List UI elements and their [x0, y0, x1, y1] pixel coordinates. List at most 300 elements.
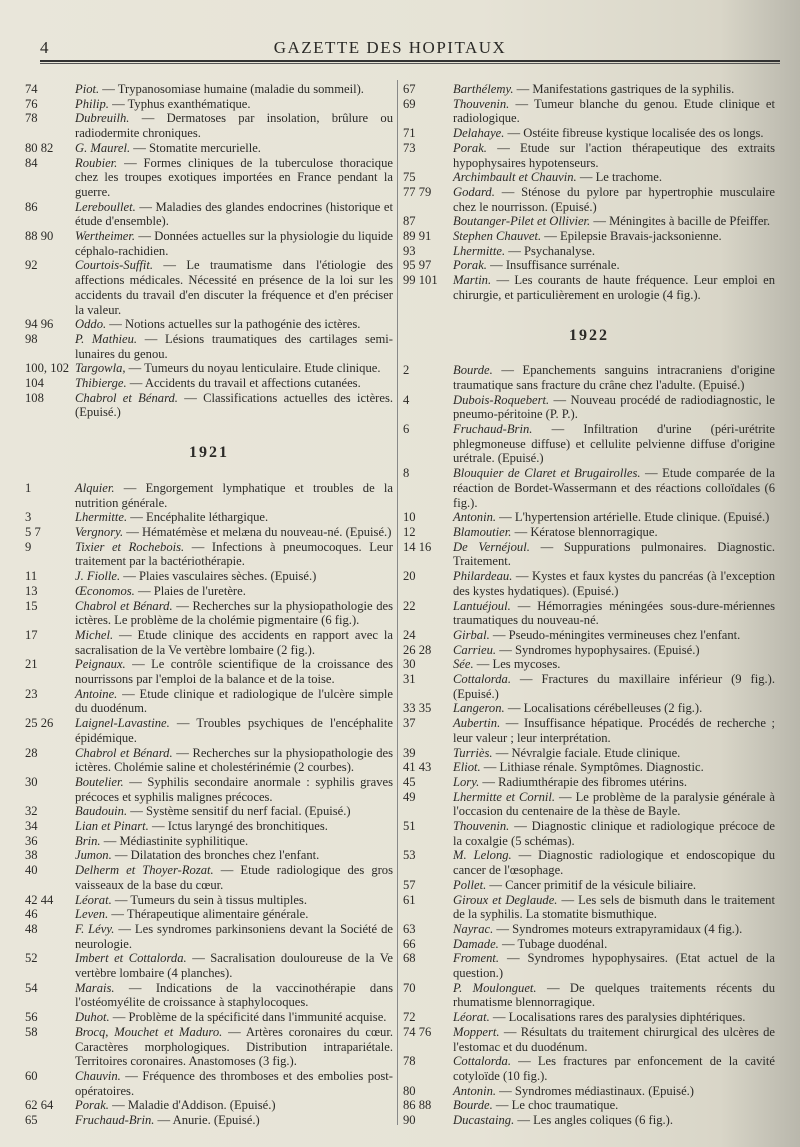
index-entry [403, 848, 775, 877]
index-entry [403, 599, 775, 628]
entry-author: Porak. [453, 258, 487, 273]
entry-title: — Formes cliniques de la tuberculose thoracique chez les troupes exotiques importées en France pendant la guerre. [75, 155, 393, 199]
entry-author: Sée. [453, 657, 474, 672]
entry-page-number: 6 [403, 422, 410, 437]
entry-text [453, 393, 775, 422]
index-entry [25, 716, 393, 745]
index-entry [25, 687, 393, 716]
entry-text [453, 775, 775, 790]
entry-text [453, 1054, 775, 1083]
entry-text [75, 687, 393, 716]
index-entry [25, 141, 393, 156]
entry-title: — Artères coronaires du cœur. Caractères morphologiques. Distribution intrapariétale. Territoires coronaires. Anastomoses (3 fig.). [75, 1024, 394, 1069]
entry-text [75, 111, 393, 140]
index-entry [25, 229, 393, 258]
entry-title: — Notions actuelles sur la pathogénie des ictères. [106, 317, 361, 332]
entry-author: Œconomos. [75, 583, 135, 598]
entry-title: — Encéphalite léthargique. [127, 510, 269, 525]
entry-page-number: 5 7 [25, 524, 41, 539]
entry-page-number: 20 [403, 569, 416, 584]
entry-page-number: 49 [403, 789, 416, 804]
entry-page-number: 52 [25, 951, 38, 966]
entry-text [453, 185, 775, 214]
index-entry [25, 819, 393, 834]
index-entry [403, 82, 775, 97]
entry-title: — Ictus laryngé des bronchitiques. [148, 819, 328, 834]
entry-author: Thouvenin. [453, 96, 510, 111]
entry-title: — Système sensitif du nerf facial. (Epuisé.) [127, 804, 351, 819]
entry-author: Antonin. [453, 510, 497, 525]
entry-author: Tixier et Rochebois. [75, 539, 185, 554]
entry-text [75, 361, 393, 376]
entry-title: — Sacralisation douloureuse de la Ve vertèbre lombaire (4 planches). [75, 951, 393, 981]
entry-title: — Hémorragies méningées sous-dure-mériennes traumatiques du nouveau-né. [453, 598, 775, 628]
entry-page-number: 94 96 [25, 317, 54, 332]
entry-title: — Engorgement lymphatique et troubles de la nutrition générale. [75, 480, 393, 510]
entry-text [453, 1084, 775, 1099]
entry-page-number: 84 [25, 155, 38, 170]
entry-page-number: 37 [403, 716, 416, 731]
entry-title: — Classifications actuelles des ictères. (Epuisé.) [75, 390, 393, 420]
entry-text [453, 1098, 775, 1113]
index-entry [403, 878, 775, 893]
entry-title: — Insuffisance hépatique. Procédés de recherche ; leur valeur ; leur interprétation. [453, 716, 775, 745]
year-heading-1921: 1921 [189, 444, 229, 462]
entry-title: — Syndromes hypophysaires. (Etat actuel de la question.) [453, 951, 775, 981]
entry-author: Cottalorda. [453, 672, 511, 687]
entry-author: J. Fiolle. [75, 569, 121, 584]
entry-title: — Ostéite fibreuse kystique localisée des os longs. [504, 126, 764, 141]
entry-text [453, 1113, 775, 1128]
entry-page-number: 104 [25, 376, 44, 391]
index-entry [403, 393, 775, 422]
entry-author: Peignaux. [75, 657, 126, 672]
entry-page-number: 108 [25, 390, 44, 405]
entry-text [75, 525, 393, 540]
index-entry [403, 141, 775, 170]
entry-author: Oddo. [75, 317, 107, 332]
entry-title: — Recherches sur la physiopathologie des ictères. Cholémie saline et cholestérinémie (2 courbes). [75, 745, 393, 775]
entry-author: Alquier. [75, 480, 115, 495]
entry-title: — Maladies des glandes endocrines (historique et étude d'ensemble). [75, 199, 393, 229]
entry-author: Lantuéjoul. [453, 598, 511, 613]
entry-title: — Etude radiologique des gros vaisseaux de la base du cœur. [75, 863, 394, 892]
index-entry [25, 258, 393, 317]
index-entry [25, 97, 393, 112]
index-entry [403, 540, 775, 569]
entry-title: — Tumeurs du sein à tissus multiples. [111, 892, 307, 907]
index-entry [403, 466, 775, 510]
entry-page-number: 51 [403, 819, 416, 834]
entry-text [75, 863, 393, 892]
entry-author: Roubier. [75, 155, 118, 170]
entry-title: — Syndromes médiastinaux. (Epuisé.) [496, 1083, 695, 1098]
entry-text [75, 317, 393, 332]
entry-author: Laignel-Lavastine. [75, 716, 170, 731]
entry-author: Marais. [75, 980, 115, 995]
entry-page-number: 1 [25, 480, 32, 495]
index-entry [25, 111, 393, 140]
entry-text [75, 657, 393, 686]
entry-author: Delahaye. [453, 126, 505, 141]
index-entry [403, 760, 775, 775]
index-entry [403, 97, 775, 126]
entry-title: — Etude sur l'action thérapeutique des extraits hypophysaires hypotenseurs. [453, 140, 775, 170]
entry-author: Jumon. [75, 848, 112, 863]
entry-author: F. Lévy. [75, 921, 115, 936]
entry-title: — Syphilis secondaire anormale : syphilis graves précoces et syphilis malignes précoces. [75, 774, 393, 804]
entry-page-number: 11 [25, 569, 38, 584]
entry-author: Lory. [453, 774, 480, 789]
header-rule-thin [40, 63, 780, 64]
index-entry [403, 981, 775, 1010]
entry-author: Aubertin. [453, 716, 501, 731]
entry-text [75, 907, 393, 922]
entry-text [75, 229, 393, 258]
entry-title: — Manifestations gastriques de la syphilis. [513, 82, 735, 96]
entry-text [453, 937, 775, 952]
entry-page-number: 86 [25, 199, 38, 214]
entry-text [75, 893, 393, 908]
entry-text [453, 716, 775, 745]
entry-page-number: 46 [25, 907, 38, 922]
entry-text [453, 525, 775, 540]
index-entry [403, 716, 775, 745]
entry-author: Fruchaud-Brin. [453, 422, 533, 437]
entry-title: — Localisations cérébelleuses (2 fig.). [504, 701, 703, 716]
entry-title: — Fractures du maxillaire inférieur (9 fig.). (Epuisé.) [453, 672, 775, 701]
entry-author: Archimbault et Chauvin. [453, 170, 577, 185]
entry-text [453, 760, 775, 775]
right-column [403, 82, 775, 1128]
entry-title: — Hématémèse et melæna du nouveau-né. (Epuisé.) [123, 524, 392, 539]
index-entry [25, 746, 393, 775]
entry-author: Lereboullet. [75, 199, 136, 214]
entry-author: Nayrac. [453, 921, 494, 936]
entry-text [453, 672, 775, 701]
entry-author: Antoine. [75, 686, 118, 701]
entry-author: Godard. [453, 184, 495, 199]
entry-title: — Le contrôle scientifique de la croissance des nourrissons par l'emploi de la balance et de la toise. [75, 657, 393, 687]
entry-page-number: 86 88 [403, 1098, 432, 1113]
entry-title: — Plaies vasculaires sèches. (Epuisé.) [120, 569, 317, 584]
entry-title: — Tumeur blanche du genou. Etude clinique et radiologique. [453, 96, 775, 126]
entry-page-number: 73 [403, 140, 416, 155]
entry-page-number: 67 [403, 82, 416, 96]
entry-page-number: 63 [403, 921, 416, 936]
entry-text [453, 363, 775, 392]
entry-page-number: 25 26 [25, 716, 54, 731]
entry-author: Léorat. [453, 1010, 490, 1025]
entry-author: Froment. [453, 951, 500, 966]
entry-title: — Indications de la vaccinothérapie dans l'ostéomyélite de croissance à staphylocoques. [75, 980, 393, 1010]
entry-title: — Les sels de bismuth dans le traitement de la syphilis. La stomatite bismuthique. [453, 892, 775, 922]
index-entry [403, 525, 775, 540]
entry-text [75, 1069, 393, 1098]
entry-title: — Recherches sur la physiopathologie des ictères. Le problème de la cholémie pigmentaire (6 fig.). [75, 598, 393, 628]
entry-text [75, 258, 393, 317]
column-divider [397, 80, 398, 1125]
entry-author: Piot. [75, 82, 100, 96]
entry-author: Pollet. [453, 877, 487, 892]
index-entry [403, 569, 775, 598]
entry-page-number: 57 [403, 877, 416, 892]
entry-title: — Epilepsie Bravais-jacksonienne. [541, 229, 722, 244]
index-entry [403, 422, 775, 466]
entry-page-number: 12 [403, 524, 416, 539]
entry-text [453, 97, 775, 126]
entry-title: — Diagnostic clinique et radiologique précoce de la coxalgie (5 schémas). [453, 819, 775, 848]
entry-page-number: 4 [403, 392, 410, 407]
entry-title: — Syndromes moteurs extrapyramidaux (4 fig.). [493, 921, 743, 936]
entry-author: Stephen Chauvet. [453, 229, 542, 244]
index-entry [403, 1113, 775, 1128]
entry-author: Duhot. [75, 1010, 110, 1025]
entry-text [75, 804, 393, 819]
entry-text [75, 981, 393, 1010]
entry-title: — Résultats du traitement chirurgical des ulcères de l'estomac et du duodénum. [453, 1024, 775, 1054]
entry-title: — Troubles psychiques de l'encéphalite épidémique. [75, 716, 393, 745]
entry-page-number: 72 [403, 1010, 416, 1025]
entry-title: — Diagnostic radiologique et endoscopique du cancer de l'œsophage. [453, 848, 775, 878]
entry-author: Chabrol et Bénard. [75, 745, 173, 760]
entry-page-number: 56 [25, 1010, 38, 1025]
entry-text [453, 244, 775, 259]
left-column [25, 82, 393, 1128]
entry-title: — Etude clinique des accidents en rapport avec la sacralisation de la Ve vertèbre lombaire (2 fig.). [75, 627, 393, 657]
entry-author: Moppert. [453, 1024, 500, 1039]
entry-text [453, 1025, 775, 1054]
entry-author: Fruchaud-Brin. [75, 1113, 155, 1128]
entry-author: Blamoutier. [453, 524, 512, 539]
entry-author: De Vernéjoul. [453, 539, 530, 554]
index-entry [403, 893, 775, 922]
entry-title: — Problème de la spécificité dans l'immunité acquise. [109, 1010, 387, 1025]
entry-title: — Psychanalyse. [505, 243, 596, 258]
entry-text [75, 922, 393, 951]
entry-author: Thibierge. [75, 376, 127, 391]
entry-author: Chabrol et Bénard. [75, 598, 173, 613]
index-entry [403, 273, 775, 302]
right-entries-1922 [403, 363, 775, 1128]
entry-author: Dubreuilh. [75, 111, 130, 126]
entry-page-number: 15 [25, 598, 38, 613]
entry-author: P. Mathieu. [75, 331, 138, 346]
entry-title: — Suppurations pulmonaires. Diagnostic. Traitement. [453, 539, 775, 569]
index-entry [403, 185, 775, 214]
entry-text [453, 466, 775, 510]
index-entry [403, 657, 775, 672]
entry-page-number: 95 97 [403, 258, 432, 273]
entry-page-number: 69 [403, 96, 416, 111]
entry-title: — Cancer primitif de la vésicule biliaire. [486, 877, 697, 892]
entry-text [453, 951, 775, 980]
index-entry [25, 863, 393, 892]
entry-text [453, 599, 775, 628]
index-entry [25, 804, 393, 819]
entry-text [453, 510, 775, 525]
entry-text [453, 643, 775, 658]
entry-page-number: 53 [403, 848, 416, 863]
entry-text [453, 540, 775, 569]
index-entry [25, 848, 393, 863]
index-entry [403, 628, 775, 643]
entry-text [75, 481, 393, 510]
entry-page-number: 76 [25, 96, 38, 111]
index-entry [403, 643, 775, 658]
index-entry [25, 569, 393, 584]
entry-text [75, 819, 393, 834]
index-entry [403, 510, 775, 525]
entry-page-number: 75 [403, 170, 416, 185]
index-entry [403, 126, 775, 141]
index-entry [25, 200, 393, 229]
entry-text [453, 214, 775, 229]
entry-page-number: 60 [25, 1069, 38, 1083]
entry-author: Cottalorda. [453, 1054, 511, 1069]
entry-author: Baudouin. [75, 804, 128, 819]
entry-text [75, 332, 393, 361]
entry-text [75, 510, 393, 525]
index-entry [403, 922, 775, 937]
entry-title: — Syndromes hypophysaires. (Epuisé.) [496, 642, 700, 657]
page-header [40, 38, 740, 60]
entry-title: — Typhus exanthématique. [108, 96, 251, 111]
entry-text [75, 599, 393, 628]
entry-author: Antonin. [453, 1083, 497, 1098]
index-entry [403, 790, 775, 819]
entry-author: Eliot. [453, 760, 481, 775]
entry-page-number: 10 [403, 510, 416, 525]
entry-title: — Fréquence des thromboses et des embolies post-opératoires. [75, 1069, 393, 1098]
entry-page-number: 41 43 [403, 760, 432, 775]
index-entry [25, 1098, 393, 1113]
entry-author: Barthélemy. [453, 82, 514, 96]
entry-page-number: 89 91 [403, 229, 432, 244]
entry-title: — Sténose du pylore par hypertrophie musculaire chez le nourrisson. (Epuisé.) [453, 184, 775, 214]
entry-author: Blouquier de Claret et Brugairolles. [453, 466, 641, 481]
entry-text [453, 819, 775, 848]
entry-author: Chauvin. [75, 1069, 121, 1083]
entry-title: — Les mycoses. [473, 657, 561, 672]
entry-author: Giroux et Deglaude. [453, 892, 558, 907]
entry-page-number: 40 [25, 863, 38, 878]
entry-page-number: 93 [403, 243, 416, 258]
entry-page-number: 92 [25, 258, 38, 273]
index-entry [25, 907, 393, 922]
entry-author: Wertheimer. [75, 229, 136, 244]
entry-page-number: 38 [25, 848, 38, 863]
entry-text [453, 981, 775, 1010]
entry-text [453, 126, 775, 141]
entry-page-number: 87 [403, 214, 416, 229]
entry-text [75, 200, 393, 229]
entry-author: Ducastaing. [453, 1113, 515, 1128]
index-entry [25, 510, 393, 525]
index-entry [25, 391, 393, 420]
entry-title: — Médiastinite syphilitique. [100, 833, 249, 848]
entry-page-number: 71 [403, 126, 416, 141]
entry-text [453, 141, 775, 170]
header-rule [40, 60, 780, 62]
entry-author: Imbert et Cottalorda. [75, 951, 187, 966]
entry-title: — Infiltration d'urine (péri-urétrite phlegmoneuse diffuse) et cellulite pelvienne diffuse d'origine urétrale. (Epuisé.) [453, 422, 775, 466]
right-entries-1921 [403, 82, 775, 303]
index-entry [403, 951, 775, 980]
entry-author: Lian et Pinart. [75, 819, 149, 834]
index-entry [403, 746, 775, 761]
entry-title: — Lésions traumatiques des cartilages semi-lunaires du genou. [75, 331, 393, 361]
entry-author: Lhermitte. [453, 243, 506, 258]
entry-author: Michel. [75, 627, 114, 642]
entry-author: Damade. [453, 936, 499, 951]
entry-author: Philardeau. [453, 569, 513, 584]
index-entry [25, 156, 393, 200]
entry-author: Thouvenin. [453, 819, 510, 834]
index-entry [25, 834, 393, 849]
entry-page-number: 32 [25, 804, 38, 819]
entry-page-number: 26 28 [403, 642, 432, 657]
entry-title: — Lithiase rénale. Symptômes. Diagnostic. [480, 760, 704, 775]
entry-text [75, 746, 393, 775]
entry-title: — Etude clinique et radiologique de l'ulcère simple du duodénum. [75, 686, 393, 716]
index-entry [25, 1025, 393, 1069]
entry-title: — Dilatation des bronches chez l'enfant. [111, 848, 320, 863]
entry-text [75, 82, 393, 97]
entry-page-number: 31 [403, 672, 416, 687]
entry-page-number: 48 [25, 921, 38, 936]
entry-page-number: 36 [25, 833, 38, 848]
entry-page-number: 42 44 [25, 892, 54, 907]
index-entry [25, 82, 393, 97]
entry-author: Targowla, [75, 361, 126, 376]
entry-page-number: 80 82 [25, 140, 54, 155]
entry-page-number: 58 [25, 1024, 38, 1039]
entry-author: Leven. [75, 907, 109, 922]
index-entry [25, 525, 393, 540]
entry-page-number: 34 [25, 819, 38, 834]
entry-title: — Les courants de haute fréquence. Leur emploi en chirurgie, et particulièrement en urologie (4 fig.). [453, 273, 775, 302]
index-entry [403, 701, 775, 716]
index-entry [403, 1098, 775, 1113]
entry-page-number: 80 [403, 1083, 416, 1098]
entry-title: — Méningites à bacille de Pfeiffer. [590, 214, 771, 229]
entry-page-number: 33 35 [403, 701, 432, 716]
entry-page-number: 78 [403, 1054, 416, 1069]
entry-page-number: 90 [403, 1113, 416, 1128]
entry-text [75, 1010, 393, 1025]
index-entry [403, 937, 775, 952]
entry-author: Léorat. [75, 892, 112, 907]
index-entry [25, 893, 393, 908]
entry-text [453, 273, 775, 302]
entry-text [453, 746, 775, 761]
entry-text [75, 848, 393, 863]
index-entry [403, 363, 775, 392]
entry-author: Martin. [453, 273, 492, 288]
entry-title: — Anurie. (Epuisé.) [154, 1113, 260, 1128]
entry-page-number: 24 [403, 627, 416, 642]
index-entry [403, 229, 775, 244]
entry-page-number: 8 [403, 466, 410, 481]
entry-text [453, 701, 775, 716]
entry-text [75, 391, 393, 420]
entry-title: — Epanchements sanguins intracraniens d'origine traumatique sans fracture du crâne chez l'adulte. (Epuisé.) [453, 363, 775, 392]
entry-author: Brin. [75, 833, 101, 848]
entry-title: — Tumeurs du noyau lenticulaire. Etude clinique. [125, 361, 381, 376]
index-entry [403, 1054, 775, 1083]
entry-text [453, 170, 775, 185]
